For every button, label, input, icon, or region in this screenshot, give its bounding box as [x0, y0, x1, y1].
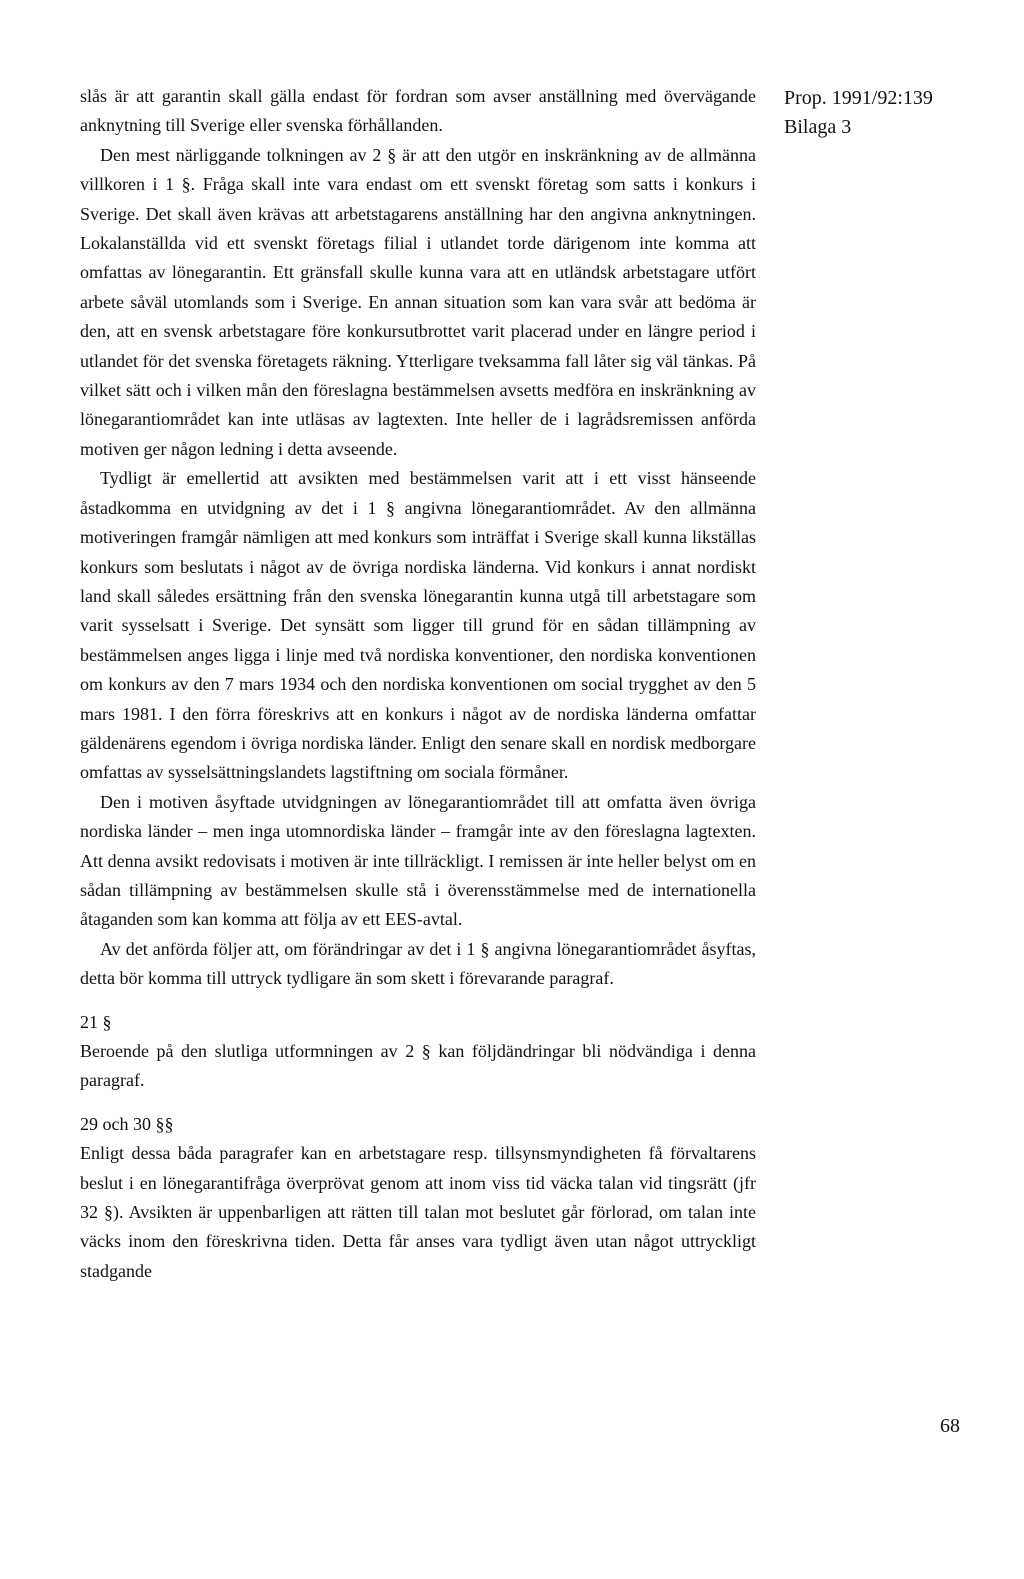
paragraph: slås är att garantin skall gälla endast för fordran som avser anställning med övervägande anknytning till Sverige eller svenska förhållanden. [80, 86, 756, 136]
proposition-number: Prop. 1991/92:139 [784, 87, 933, 109]
section-heading-21: 21 § [80, 1011, 112, 1032]
page-number: 68 [940, 1415, 960, 1437]
paragraph: Enligt dessa båda paragrafer kan en arbetstagare resp. tillsynsmyndigheten få förvaltarens beslut i en lönegarantifråga överprövat genom att inom viss tid väcka talan vid tingsrätt (jfr 32 §). Avsikten är uppenbarligen att rätten till talan mot beslutet går förlorad, om talan inte väcks inom den föreskrivna tiden. Detta får anses vara tydligt även utan något uttryckligt stadgande [80, 1143, 756, 1281]
section-heading-29-30: 29 och 30 §§ [80, 1113, 174, 1134]
paragraph: Den i motiven åsyftade utvidgningen av lönegarantiområdet till att omfatta även övriga nordiska länder – men inga utomnordiska länder – framgår inte av den föreslagna lagtexten. Att denna avsikt redovisats i motiven är inte tillräckligt. I remissen är inte heller belyst om en sådan tillämpning av bestämmelsen skulle stå i överensstämmelse med de internationella åtaganden som kan komma att följa av ett EES-avtal. [80, 791, 756, 930]
paragraph: Den mest närliggande tolkningen av 2 § är att den utgör en inskränkning av de allmänna villkoren i 1 §. Fråga skall inte vara endast om ett svenskt företag som satts i konkurs i Sverige. Det skall även krävas att arbetstagarens anställning har den angivna anknytningen. Lokalanställda vid ett svenskt företags filial i utlandet torde därigenom inte komma att omfattas av lönegarantin. Ett gränsfall skulle kunna vara att en utländsk arbetstagare utfört arbete såväl utomlands som i Sverige. En annan situation som kan vara svår att bedöma är den, att en svensk arbetstagare före konkursutbrottet varit placerad under en längre period i utlandet för det svenska företagets räkning. Ytterligare tveksamma fall låter sig väl tänkas. På vilket sätt och i vilken mån den föreslagna bestämmelsen avsetts medföra en inskränkning av lönegarantiområdet kan inte utläsas av lagtexten. Inte heller de i lagrådsremissen anförda motiven ger någon ledning i detta avseende. [80, 144, 756, 459]
paragraph: Beroende på den slutliga utformningen av 2 § kan följdändringar bli nödvändiga i denna paragraf. [80, 1041, 756, 1091]
document-body [80, 82, 756, 1286]
appendix-label: Bilaga 3 [784, 116, 852, 138]
paragraph: Av det anförda följer att, om förändringar av det i 1 § angivna lönegarantiområdet åsyftas, detta bör komma till uttryck tydligare än som skett i förevarande paragraf. [80, 938, 756, 989]
paragraph: Tydligt är emellertid att avsikten med bestämmelsen varit att i ett visst hänseende åstadkomma en utvidgning av det i 1 § angivna lönegarantiområdet. Av den allmänna motiveringen framgår nämligen att med konkurs som inträffat i Sverige skall kunna likställas konkurs som beslutats i något av de övriga nordiska länderna. Vid konkurs i annat nordiskt land skall således ersättning från den svenska lönegarantin kunna utgå till arbetstagare som varit sysselsatt i Sverige. Det synsätt som ligger till grund för en sådan tillämpning av bestämmelsen anges ligga i linje med två nordiska konventioner, den nordiska konventionen om konkurs av den 7 mars 1934 och den nordiska konventionen om social trygghet av den 5 mars 1981. I den förra föreskrivs att en konkurs i något av de nordiska länderna omfattar gäldenärens egendom i övriga nordiska länder. Enligt den senare skall en nordisk medborgare omfattas av sysselsättningslandets lagstiftning om sociala förmåner. [80, 468, 756, 783]
document-reference [784, 84, 984, 142]
